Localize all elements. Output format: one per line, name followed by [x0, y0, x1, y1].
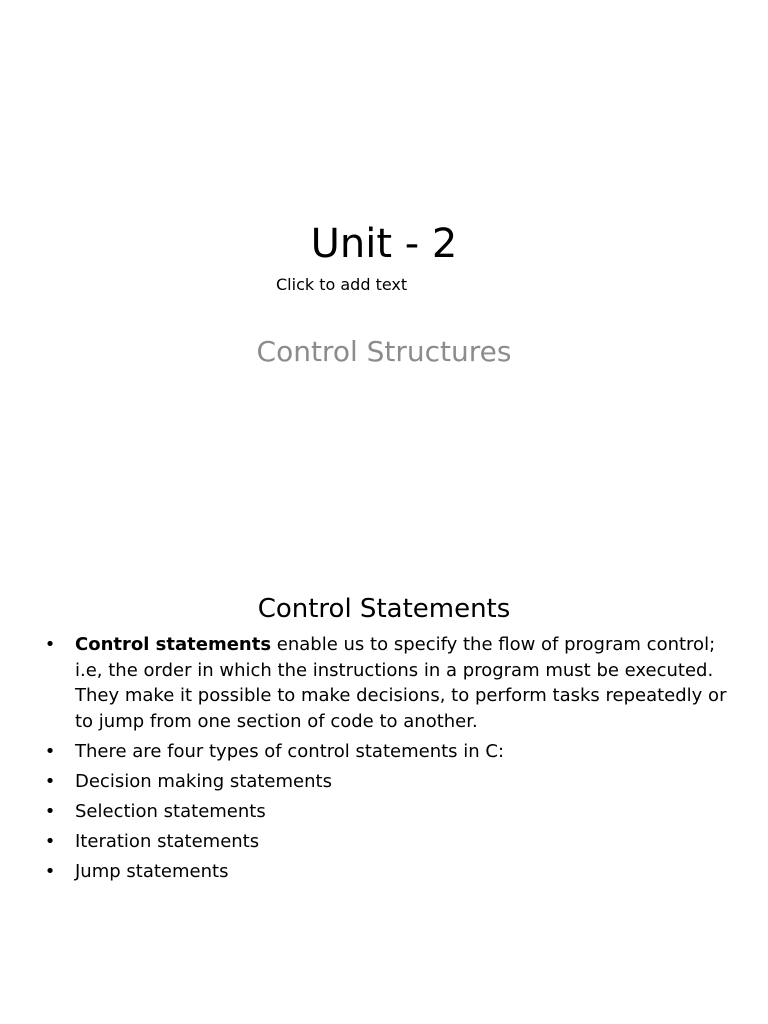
bullet-item: [42, 829, 742, 855]
bold-term: Control statements: [75, 634, 272, 655]
bullet-item: [42, 799, 742, 825]
bullet-text: There are four types of control statements in C:: [75, 740, 505, 762]
bullet-list: [42, 632, 742, 889]
bullet-dot-icon: •: [44, 860, 56, 882]
bullet-text: Decision making statements: [75, 770, 332, 792]
slide-subtitle: Control Structures: [256, 335, 512, 368]
bullet-dot-icon: •: [44, 740, 56, 762]
bullet-text: Selection statements: [75, 800, 266, 822]
slide-title: Unit - 2: [310, 221, 458, 267]
bullet-dot-icon: •: [44, 634, 56, 655]
bullet-item: [42, 769, 742, 795]
bullet-text: Iteration statements: [75, 830, 260, 852]
bullet-item: [42, 859, 742, 885]
bullet-item-intro: [42, 632, 742, 734]
bullet-item: [42, 739, 742, 765]
bullet-text: Jump statements: [75, 860, 229, 882]
bullet-dot-icon: •: [44, 770, 56, 792]
bullet-dot-icon: •: [44, 830, 56, 852]
intro-text: enable us to specify the flow of program control; i.e, the order in which the instructions in a program must be executed. They make it possible to make decisions, to perform tasks repeatedly or to jump from one section of code to another.: [75, 634, 727, 732]
add-text-placeholder[interactable]: Click to add text: [276, 275, 408, 294]
section-title: Control Statements: [257, 594, 511, 624]
bullet-dot-icon: •: [44, 800, 56, 822]
